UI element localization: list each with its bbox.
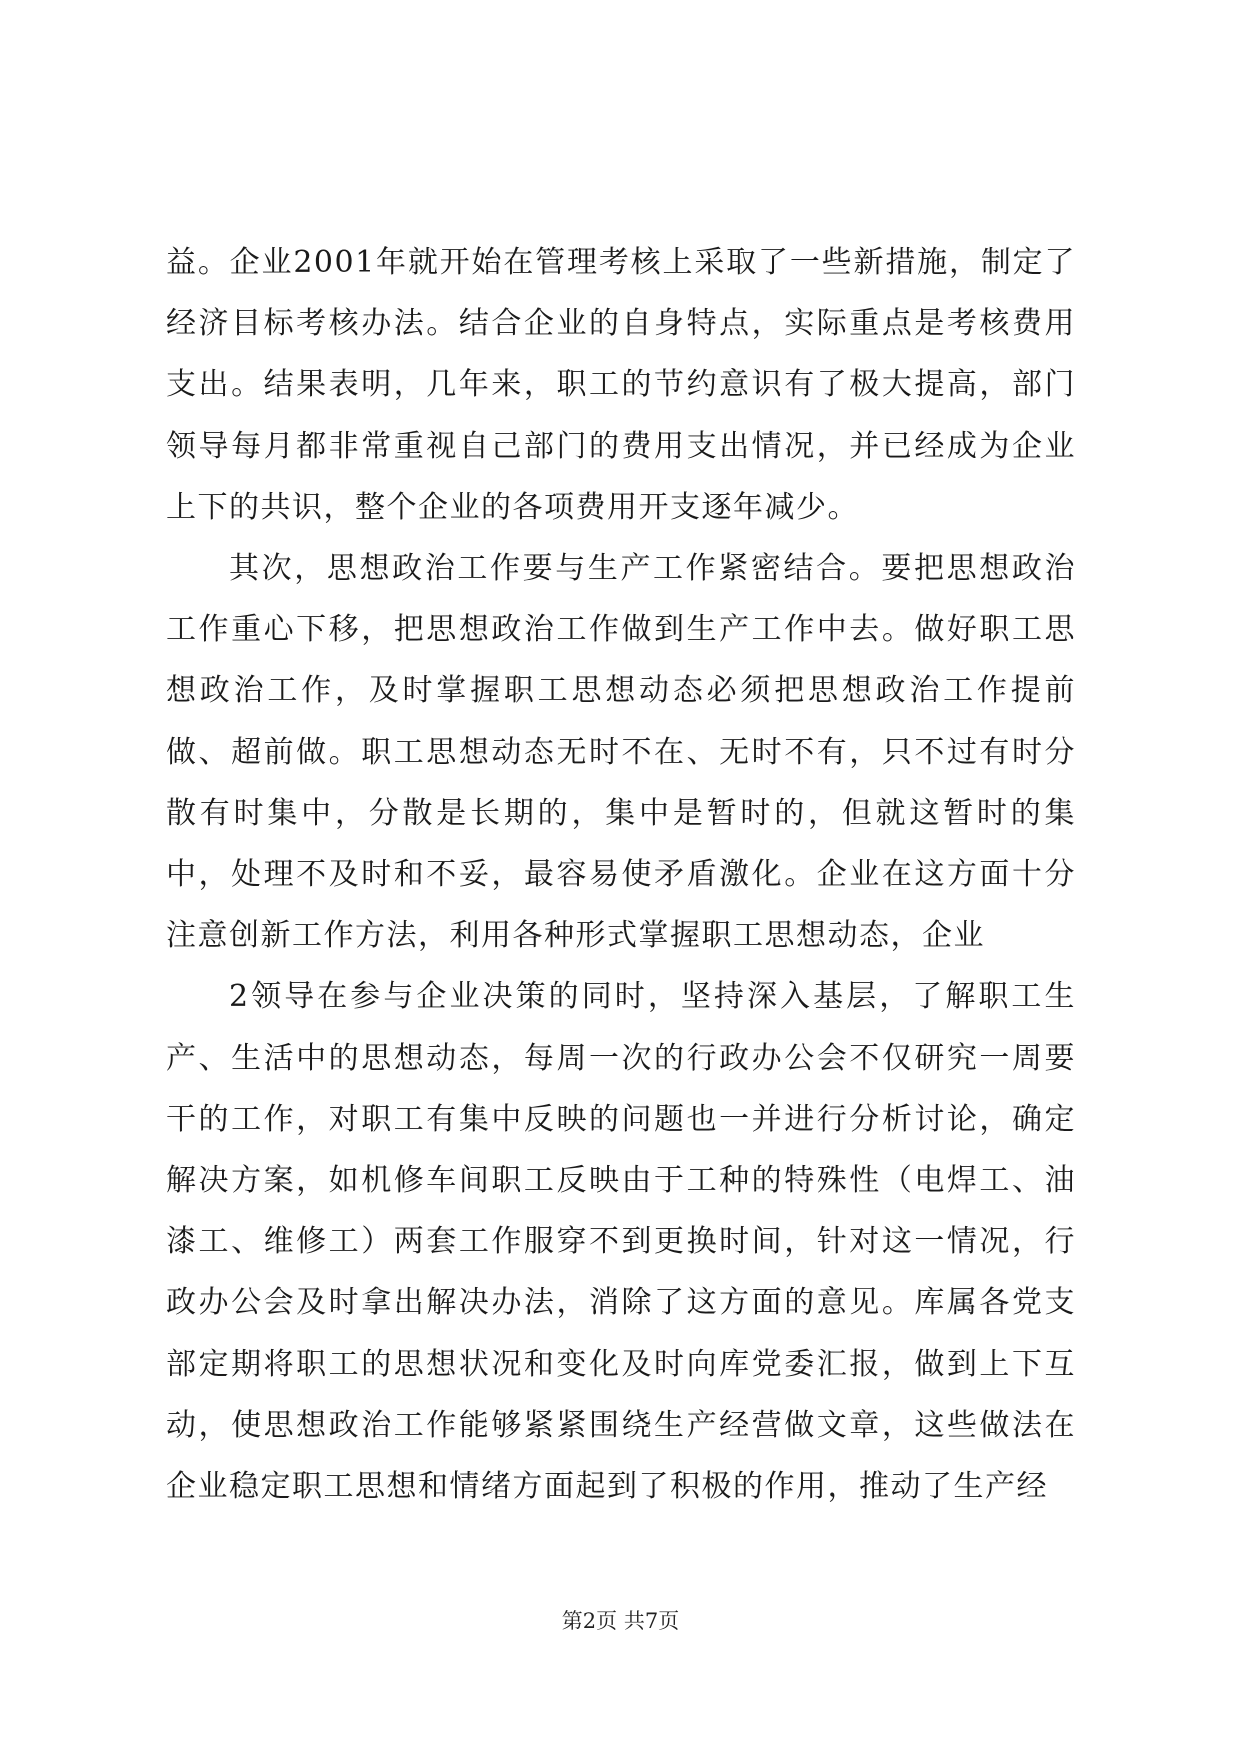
- document-body: [166, 232, 1076, 1517]
- paragraph-ideological-work: 其次，思想政治工作要与生产工作紧密结合。要把思想政治工作重心下移，把思想政治工作做到生产工作中去。做好职工思想政治工作，及时掌握职工思想动态必须把思想政治工作提前做、超前做。职工思想动态无时不在、无时不有，只不过有时分散有时集中，分散是长期的，集中是暂时的，但就这暂时的集中，处理不及时和不妥，最容易使矛盾激化。企业在这方面十分注意创新工作方法，利用各种形式掌握职工思想动态，企业: [166, 551, 1076, 954]
- paragraph-continuation: 益。企业2001年就开始在管理考核上采取了一些新措施，制定了经济目标考核办法。结合企业的自身特点，实际重点是考核费用支出。结果表明，几年来，职工的节约意识有了极大提高，部门领导每月都非常重视自己部门的费用支出情况，并已经成为企业上下的共识，整个企业的各项费用开支逐年减少。: [166, 245, 1076, 525]
- paragraph-leadership: 2领导在参与企业决策的同时，坚持深入基层，了解职工生产、生活中的思想动态，每周一次的行政办公会不仅研究一周要干的工作，对职工有集中反映的问题也一并进行分析讨论，确定解决方案，如机修车间职工反映由于工种的特殊性（电焊工、油漆工、维修工）两套工作服穿不到更换时间，针对这一情况，行政办公会及时拿出解决办法，消除了这方面的意见。库属各党支部定期将职工的思想状况和变化及时向库党委汇报，做到上下互动，使思想政治工作能够紧紧围绕生产经营做文章，这些做法在企业稳定职工思想和情绪方面起到了积极的作用，推动了生产经: [166, 979, 1076, 1505]
- page-number-footer: 第2页 共7页: [561, 1609, 680, 1633]
